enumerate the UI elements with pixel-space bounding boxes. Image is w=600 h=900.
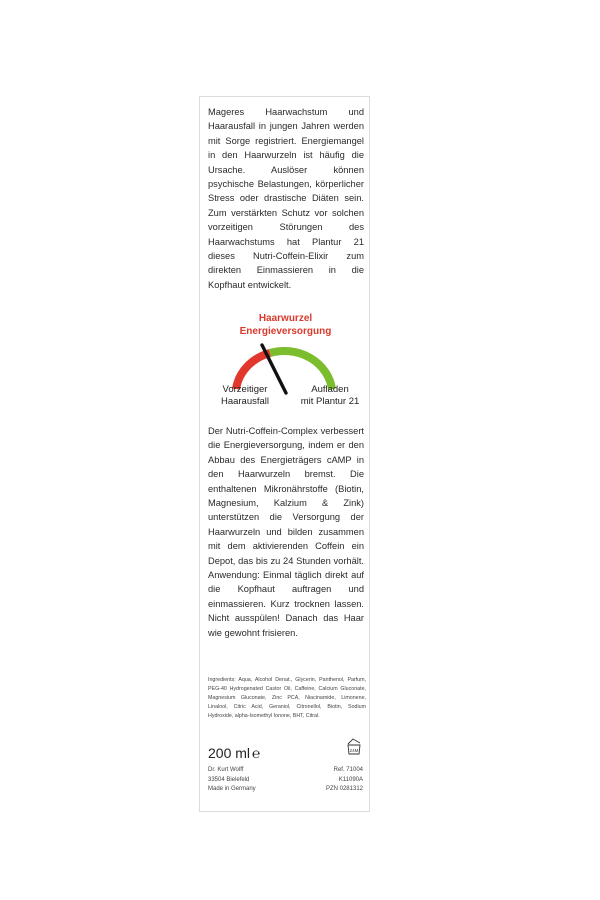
maker-line1: Dr. Kurt Wolff [208,767,244,773]
manufacturer-info [208,766,256,795]
volume-label [208,745,260,761]
gauge-title-line1: Haarwurzel [258,313,313,324]
pao-label: 24M [349,748,359,753]
maker-line2: 33504 Bielefeld [208,776,250,783]
gauge-title [200,313,371,338]
ref-line1: Ref. 71004 [333,767,363,773]
product-label-panel [199,96,370,812]
usage-paragraph: Anwendung: Einmal täglich direkt auf die Kopfhaut auftragen und einmassieren. Kurz trocknen lassen. Nicht ausspülen! Danach das Haar wie gewohnt frisieren. [208,570,364,638]
ref-line2: K11090A [338,776,363,783]
estimated-sign-icon: ℮ [252,745,261,761]
description-block [208,424,364,640]
ingredients-list: Ingredients: Aqua, Alcohol Denat., Glycerin, Panthenol, Parfum, PEG-40 Hydrogenated Castor Oil, Caffeine, Calcium Gluconate, Magnesium Gluconate, Zinc PCA, Niacinamide, Limonene, Linalool, Citric Acid, Geraniol, Citronellol, Biotin, Sodium Hydroxide, alpha-Isomethyl Ionone, BHT, Citral. [208,677,366,719]
gauge-left-label-line2: Haarausfall [220,396,270,407]
volume-value: 200 ml [208,745,251,761]
reference-codes [326,766,363,795]
gauge-left-label-line1: Vorzeitiger [222,384,268,395]
gauge-right-label-line1: Aufladen [311,384,349,395]
intro-paragraph: Mageres Haarwachstum und Haarausfall in jungen Jahren werden mit Sorge registriert. Energiemangel in den Haarwurzeln ist häufig die Ursache. Auslöser können psychische Belastungen, körperlicher Stress oder drastische Diäten sein. Zum verstärkten Schutz vor solchen vorzeitigen Störungen des Haarwachstums hat Plantur 21 dieses Nutri-Coffein-Elixir zum direkten Einmassieren in die Kopfhaut entwickelt. [208,107,364,290]
ref-line3: PZN 0281312 [325,786,363,792]
gauge-left-label [210,384,280,408]
maker-line3: Made in Germany [208,786,256,792]
gauge-title-line2: Energieversorgung [239,325,332,337]
open-jar-icon [344,737,364,757]
gauge-right-label-line2: mit Plantur 21 [300,396,360,407]
complex-paragraph: Der Nutri-Coffein-Complex verbessert die Energieversorgung, indem er den Abbau des Energieträgers cAMP in den Haarwurzeln bremst. Die enthaltenen Mikronährstoffe (Biotin, Magnesium, Kalzium & Zink) unterstützen die Versorgung der Haarwurzeln und bilden zusammen mit dem aktivierenden Coffein ein Depot, das bis zu 24 Stunden vorhält. [208,426,364,566]
gauge-right-label [292,384,368,408]
